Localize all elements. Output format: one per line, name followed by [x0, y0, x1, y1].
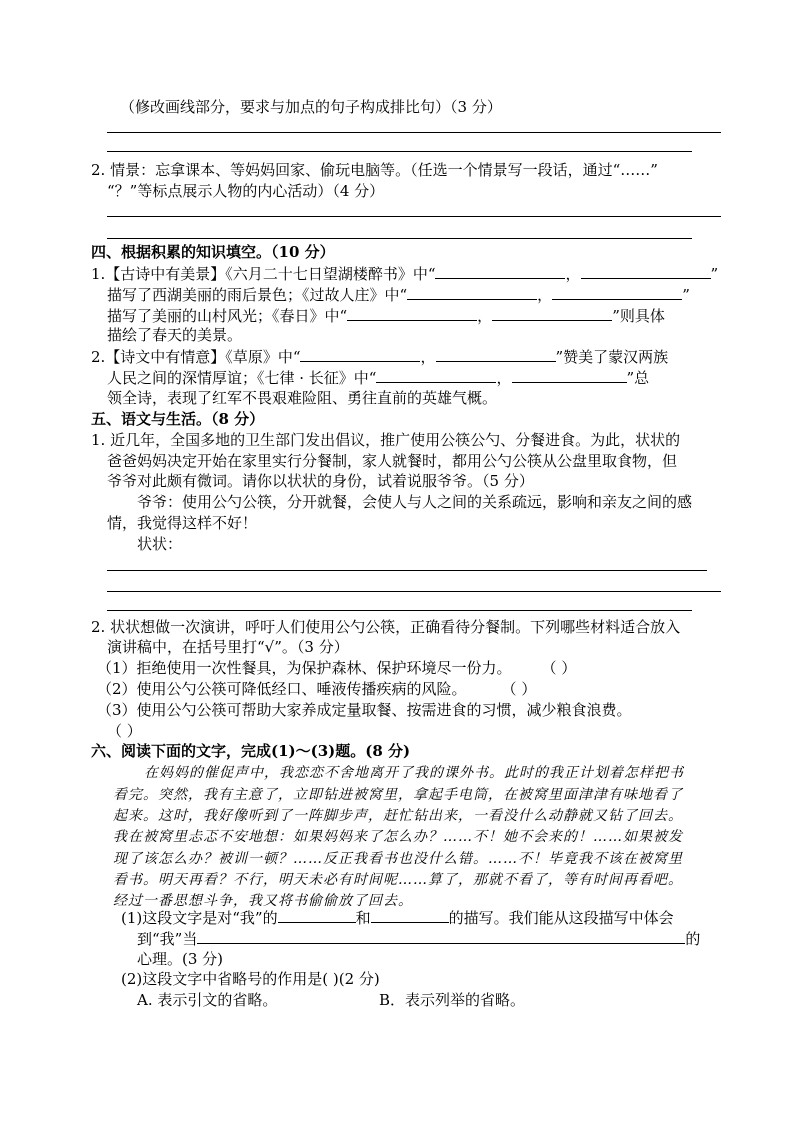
fill-blank[interactable]: [376, 367, 496, 383]
fill-blank[interactable]: [552, 284, 682, 300]
fill-blank[interactable]: [300, 346, 420, 362]
s6-q1-line3: 心理。(3 分): [137, 950, 224, 968]
answer-line: [107, 132, 721, 133]
question-2-scenario-cont: “？”等标点展示人物的内心活动）（4 分）: [107, 182, 385, 200]
fill-blank[interactable]: [407, 284, 537, 300]
s4-q1-line2: 描写了西湖美丽的雨后景色；《过故人庄》中“ ， ”: [107, 286, 690, 304]
fill-blank[interactable]: [347, 305, 477, 321]
grandpa-quote: 爷爷：使用公勺公筷，分开就餐，会使人与人之间的关系疏远，影响和亲友之间的感: [137, 493, 693, 511]
s4-q2-line1: 2.【诗文中有情意】《草原》中“ ， ”赞美了蒙汉两族: [91, 348, 669, 366]
passage-line: 现了该怎么办？被训一顿？……反正我看书也没什么错。……不！毕竟我不该在被窝里: [113, 851, 683, 867]
s4-q2-line2: 人民之间的深情厚谊；《七律 · 长征》中“ ， ”总: [107, 369, 650, 387]
passage-line: 我在被窝里忐忑不安地想：如果妈妈来了怎么办？……不！她不会来的！……如果被发: [113, 829, 683, 845]
s5-q1-line3: 爷爷对此颇有微词。请你以状状的身份，试着说服爷爷。（5 分）: [107, 472, 534, 490]
grandpa-quote-cont: 情，我觉得这样不好！: [107, 514, 258, 532]
answer-line: [107, 610, 692, 611]
answer-parentheses[interactable]: （ ）: [541, 659, 577, 677]
passage-line: 看书。明天再看？不行，明天未必有时间呢……算了，那就不看了，等有时间再看吧。: [113, 872, 683, 888]
section-4-title: 四、根据积累的知识填空。（10 分）: [91, 243, 335, 261]
passage-line: 起来。这时，我好像听到了一阵脚步声，赶忙钻出来，一看没什么动静就又钻了回去。: [113, 808, 683, 824]
s6-q2: (2)这段文字中省略号的作用是( )(2 分): [121, 970, 380, 988]
passage-line: 看完。突然，我有主意了，立即钻进被窝里，拿起手电筒，在被窝里面津津有味地看了: [113, 787, 683, 803]
s4-q2-line3: 领全诗，表现了红军不畏艰难险阻、勇往直前的英雄气概。: [107, 389, 498, 407]
s4-q1-line1: 1.【古诗中有美景】《六月二十七日望湖楼醉书》中“ ， ”: [91, 265, 719, 283]
fill-blank[interactable]: [436, 346, 556, 362]
s4-q1-line3: 描写了美丽的山村风光；《春日》中“ ， ”则具体: [107, 307, 665, 325]
fill-blank[interactable]: [435, 263, 565, 279]
passage-line: 在妈妈的催促声中，我恋恋不舍地离开了我的课外书。此时的我正计划着怎样把书: [144, 765, 684, 781]
s5-q2-option-1: （1）拒绝使用一次性餐具，为保护森林、保护环境尽一份力。 （ ）: [97, 659, 577, 677]
s5-q2-line1: 2. 状状想做一次演讲，呼吁人们使用公勺公筷，正确看待分餐制。下列哪些材料适合放入: [91, 618, 681, 636]
s6-q1-line1: (1)这段文字是对“我”的 和 的描写。我们能从这段描写中体会: [121, 909, 674, 927]
question-2-scenario: 2. 情景：忘拿课本、等妈妈回家、偷玩电脑等。（任选一个情景写一段话，通过“……”: [91, 161, 658, 179]
answer-line: [107, 216, 721, 217]
s5-q2-option-3: （3）使用公勺公筷可帮助大家养成定量取餐、按需进食的习惯，减少粮食浪费。: [97, 701, 632, 719]
fill-blank[interactable]: [512, 367, 627, 383]
answer-line: [107, 238, 692, 239]
fill-blank[interactable]: [278, 907, 356, 923]
answer-parentheses[interactable]: （ ）: [501, 680, 537, 698]
s5-q2-line2: 演讲稿中，在括号里打“√”。（3 分）: [107, 638, 349, 656]
answer-line: [107, 591, 721, 592]
fill-blank[interactable]: [197, 928, 685, 944]
zhuangzhuang-label: 状状：: [137, 535, 183, 553]
s5-q2-option-2: （2）使用公勺公筷可降低经口、唾液传播疾病的风险。 （ ）: [97, 680, 537, 698]
s6-q1-line2: 到“我”当 的: [137, 930, 701, 948]
answer-line: [107, 570, 707, 571]
s6-q2-option-a: A. 表示引文的省略。: [137, 991, 278, 1009]
answer-line: [107, 151, 692, 152]
section-6-title: 六、阅读下面的文字，完成(1)～(3)题。(8 分): [91, 742, 411, 760]
passage-line: 经过一番思想斗争，我又将书偷偷放了回去。: [113, 893, 413, 909]
s5-q1-line2: 爸爸妈妈决定开始在家里实行分餐制，家人就餐时，都用公勺公筷从公盘里取食物，但: [107, 452, 678, 470]
fill-blank[interactable]: [581, 263, 711, 279]
s4-q1-line4: 描绘了春天的美景。: [107, 326, 243, 344]
s6-q2-option-b: B．表示列举的省略。: [379, 991, 526, 1009]
fill-blank[interactable]: [492, 305, 612, 321]
answer-parentheses[interactable]: （ ）: [107, 722, 142, 740]
intro-note: （修改画线部分，要求与加点的句子构成排比句）（3 分）: [120, 98, 502, 116]
section-5-title: 五、语文与生活。（8 分）: [91, 410, 265, 428]
fill-blank[interactable]: [371, 907, 449, 923]
s5-q1-line1: 1. 近几年，全国多地的卫生部门发出倡议，推广使用公筷公勺、分餐进食。为此，状状的: [91, 431, 681, 449]
